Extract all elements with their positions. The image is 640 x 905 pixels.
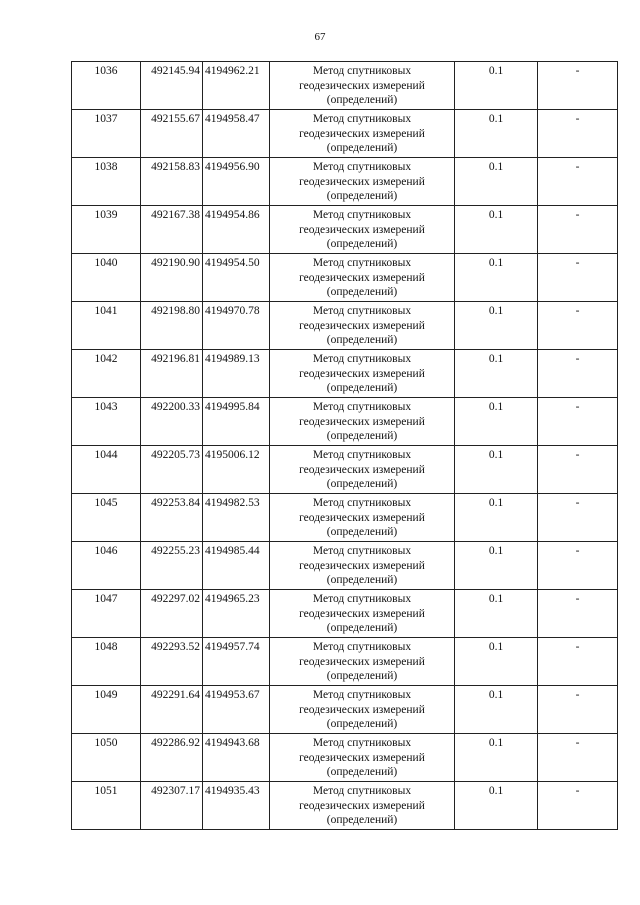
accuracy-cell: 0.1 <box>455 110 538 158</box>
y-coordinate-cell: 4194953.67 <box>203 686 270 734</box>
method-line-3: (определений) <box>326 190 398 203</box>
y-coordinate-cell: 4194995.84 <box>203 398 270 446</box>
point-number-cell: 1050 <box>72 734 141 782</box>
method-line-1: Метод спутниковых <box>312 161 412 173</box>
point-number-cell: 1043 <box>72 398 141 446</box>
note-cell: - <box>538 398 618 446</box>
y-coordinate-cell: 4194957.74 <box>203 638 270 686</box>
accuracy-cell: 0.1 <box>455 494 538 542</box>
table-row <box>72 254 618 302</box>
method-line-2: геодезических измерений <box>299 127 425 140</box>
note-cell: - <box>538 590 618 638</box>
table-row <box>72 590 618 638</box>
method-line-1: Метод спутниковых <box>312 737 412 749</box>
x-coordinate-cell: 492198.80 <box>141 302 203 350</box>
table-row <box>72 302 618 350</box>
y-coordinate-cell: 4194970.78 <box>203 302 270 350</box>
method-line-1: Метод спутниковых <box>312 353 412 365</box>
point-number-cell: 1049 <box>72 686 141 734</box>
point-number-cell: 1038 <box>72 158 141 206</box>
y-coordinate-cell: 4194956.90 <box>203 158 270 206</box>
method-cell <box>270 398 455 446</box>
point-number-cell: 1040 <box>72 254 141 302</box>
method-line-2: геодезических измерений <box>299 799 425 812</box>
method-line-3: (определений) <box>326 94 398 107</box>
method-line-1: Метод спутниковых <box>312 593 412 605</box>
method-cell <box>270 350 455 398</box>
x-coordinate-cell: 492196.81 <box>141 350 203 398</box>
table-row <box>72 638 618 686</box>
x-coordinate-cell: 492190.90 <box>141 254 203 302</box>
method-line-1: Метод спутниковых <box>312 785 412 797</box>
x-coordinate-cell: 492253.84 <box>141 494 203 542</box>
y-coordinate-cell: 4194989.13 <box>203 350 270 398</box>
y-coordinate-cell: 4194954.50 <box>203 254 270 302</box>
method-line-2: геодезических измерений <box>299 703 425 716</box>
x-coordinate-cell: 492297.02 <box>141 590 203 638</box>
method-line-2: геодезических измерений <box>299 175 425 188</box>
x-coordinate-cell: 492291.64 <box>141 686 203 734</box>
method-line-3: (определений) <box>326 382 398 395</box>
note-cell: - <box>538 206 618 254</box>
point-number-cell: 1048 <box>72 638 141 686</box>
method-line-2: геодезических измерений <box>299 511 425 524</box>
table-row <box>72 542 618 590</box>
table-row <box>72 62 618 110</box>
method-line-3: (определений) <box>326 142 398 155</box>
method-line-3: (определений) <box>326 526 398 539</box>
method-line-2: геодезических измерений <box>299 319 425 332</box>
method-cell <box>270 254 455 302</box>
accuracy-cell: 0.1 <box>455 254 538 302</box>
method-line-1: Метод спутниковых <box>312 65 412 77</box>
x-coordinate-cell: 492286.92 <box>141 734 203 782</box>
point-number-cell: 1039 <box>72 206 141 254</box>
note-cell: - <box>538 62 618 110</box>
method-cell <box>270 62 455 110</box>
method-line-3: (определений) <box>326 670 398 683</box>
accuracy-cell: 0.1 <box>455 782 538 830</box>
table-row <box>72 398 618 446</box>
method-line-1: Метод спутниковых <box>312 401 412 413</box>
method-line-3: (определений) <box>326 430 398 443</box>
method-cell <box>270 590 455 638</box>
y-coordinate-cell: 4194943.68 <box>203 734 270 782</box>
method-line-1: Метод спутниковых <box>312 545 412 557</box>
x-coordinate-cell: 492293.52 <box>141 638 203 686</box>
coordinates-table <box>71 61 618 830</box>
point-number-cell: 1051 <box>72 782 141 830</box>
note-cell: - <box>538 494 618 542</box>
x-coordinate-cell: 492307.17 <box>141 782 203 830</box>
method-line-1: Метод спутниковых <box>312 497 412 509</box>
note-cell: - <box>538 686 618 734</box>
note-cell: - <box>538 110 618 158</box>
y-coordinate-cell: 4195006.12 <box>203 446 270 494</box>
method-line-3: (определений) <box>326 574 398 587</box>
accuracy-cell: 0.1 <box>455 350 538 398</box>
x-coordinate-cell: 492200.33 <box>141 398 203 446</box>
method-line-3: (определений) <box>326 334 398 347</box>
note-cell: - <box>538 254 618 302</box>
method-cell <box>270 542 455 590</box>
table-row <box>72 782 618 830</box>
method-line-1: Метод спутниковых <box>312 641 412 653</box>
coordinates-table-body <box>72 62 618 830</box>
point-number-cell: 1042 <box>72 350 141 398</box>
note-cell: - <box>538 782 618 830</box>
accuracy-cell: 0.1 <box>455 638 538 686</box>
x-coordinate-cell: 492158.83 <box>141 158 203 206</box>
table-row <box>72 494 618 542</box>
method-cell <box>270 686 455 734</box>
method-cell <box>270 110 455 158</box>
method-line-1: Метод спутниковых <box>312 257 412 269</box>
method-line-3: (определений) <box>326 238 398 251</box>
method-line-3: (определений) <box>326 478 398 491</box>
method-line-2: геодезических измерений <box>299 271 425 284</box>
method-line-3: (определений) <box>326 766 398 779</box>
method-cell <box>270 158 455 206</box>
y-coordinate-cell: 4194935.43 <box>203 782 270 830</box>
method-line-2: геодезических измерений <box>299 751 425 764</box>
y-coordinate-cell: 4194954.86 <box>203 206 270 254</box>
point-number-cell: 1041 <box>72 302 141 350</box>
method-line-1: Метод спутниковых <box>312 209 412 221</box>
method-cell <box>270 494 455 542</box>
y-coordinate-cell: 4194982.53 <box>203 494 270 542</box>
method-cell <box>270 782 455 830</box>
method-cell <box>270 206 455 254</box>
note-cell: - <box>538 638 618 686</box>
x-coordinate-cell: 492205.73 <box>141 446 203 494</box>
accuracy-cell: 0.1 <box>455 206 538 254</box>
point-number-cell: 1036 <box>72 62 141 110</box>
table-row <box>72 158 618 206</box>
method-line-1: Метод спутниковых <box>312 689 412 701</box>
method-cell <box>270 734 455 782</box>
accuracy-cell: 0.1 <box>455 62 538 110</box>
accuracy-cell: 0.1 <box>455 734 538 782</box>
accuracy-cell: 0.1 <box>455 686 538 734</box>
x-coordinate-cell: 492167.38 <box>141 206 203 254</box>
x-coordinate-cell: 492255.23 <box>141 542 203 590</box>
x-coordinate-cell: 492155.67 <box>141 110 203 158</box>
note-cell: - <box>538 158 618 206</box>
method-line-2: геодезических измерений <box>299 223 425 236</box>
method-line-2: геодезических измерений <box>299 367 425 380</box>
table-row <box>72 446 618 494</box>
accuracy-cell: 0.1 <box>455 398 538 446</box>
y-coordinate-cell: 4194965.23 <box>203 590 270 638</box>
y-coordinate-cell: 4194985.44 <box>203 542 270 590</box>
accuracy-cell: 0.1 <box>455 158 538 206</box>
method-line-2: геодезических измерений <box>299 79 425 92</box>
page-number: 67 <box>314 31 326 43</box>
table-row <box>72 206 618 254</box>
method-cell <box>270 638 455 686</box>
point-number-cell: 1045 <box>72 494 141 542</box>
method-line-2: геодезических измерений <box>299 415 425 428</box>
x-coordinate-cell: 492145.94 <box>141 62 203 110</box>
note-cell: - <box>538 350 618 398</box>
method-line-2: геодезических измерений <box>299 559 425 572</box>
method-line-2: геодезических измерений <box>299 655 425 668</box>
point-number-cell: 1044 <box>72 446 141 494</box>
method-line-3: (определений) <box>326 718 398 731</box>
note-cell: - <box>538 542 618 590</box>
method-line-2: геодезических измерений <box>299 463 425 476</box>
note-cell: - <box>538 734 618 782</box>
accuracy-cell: 0.1 <box>455 590 538 638</box>
table-row <box>72 686 618 734</box>
table-row <box>72 110 618 158</box>
method-line-3: (определений) <box>326 286 398 299</box>
accuracy-cell: 0.1 <box>455 542 538 590</box>
point-number-cell: 1047 <box>72 590 141 638</box>
method-line-3: (определений) <box>326 622 398 635</box>
method-cell <box>270 446 455 494</box>
method-line-3: (определений) <box>326 814 398 827</box>
point-number-cell: 1037 <box>72 110 141 158</box>
table-row <box>72 350 618 398</box>
y-coordinate-cell: 4194958.47 <box>203 110 270 158</box>
point-number-cell: 1046 <box>72 542 141 590</box>
y-coordinate-cell: 4194962.21 <box>203 62 270 110</box>
method-line-1: Метод спутниковых <box>312 449 412 461</box>
table-row <box>72 734 618 782</box>
method-cell <box>270 302 455 350</box>
method-line-1: Метод спутниковых <box>312 305 412 317</box>
method-line-2: геодезических измерений <box>299 607 425 620</box>
note-cell: - <box>538 446 618 494</box>
accuracy-cell: 0.1 <box>455 302 538 350</box>
accuracy-cell: 0.1 <box>455 446 538 494</box>
method-line-1: Метод спутниковых <box>312 113 412 125</box>
note-cell: - <box>538 302 618 350</box>
